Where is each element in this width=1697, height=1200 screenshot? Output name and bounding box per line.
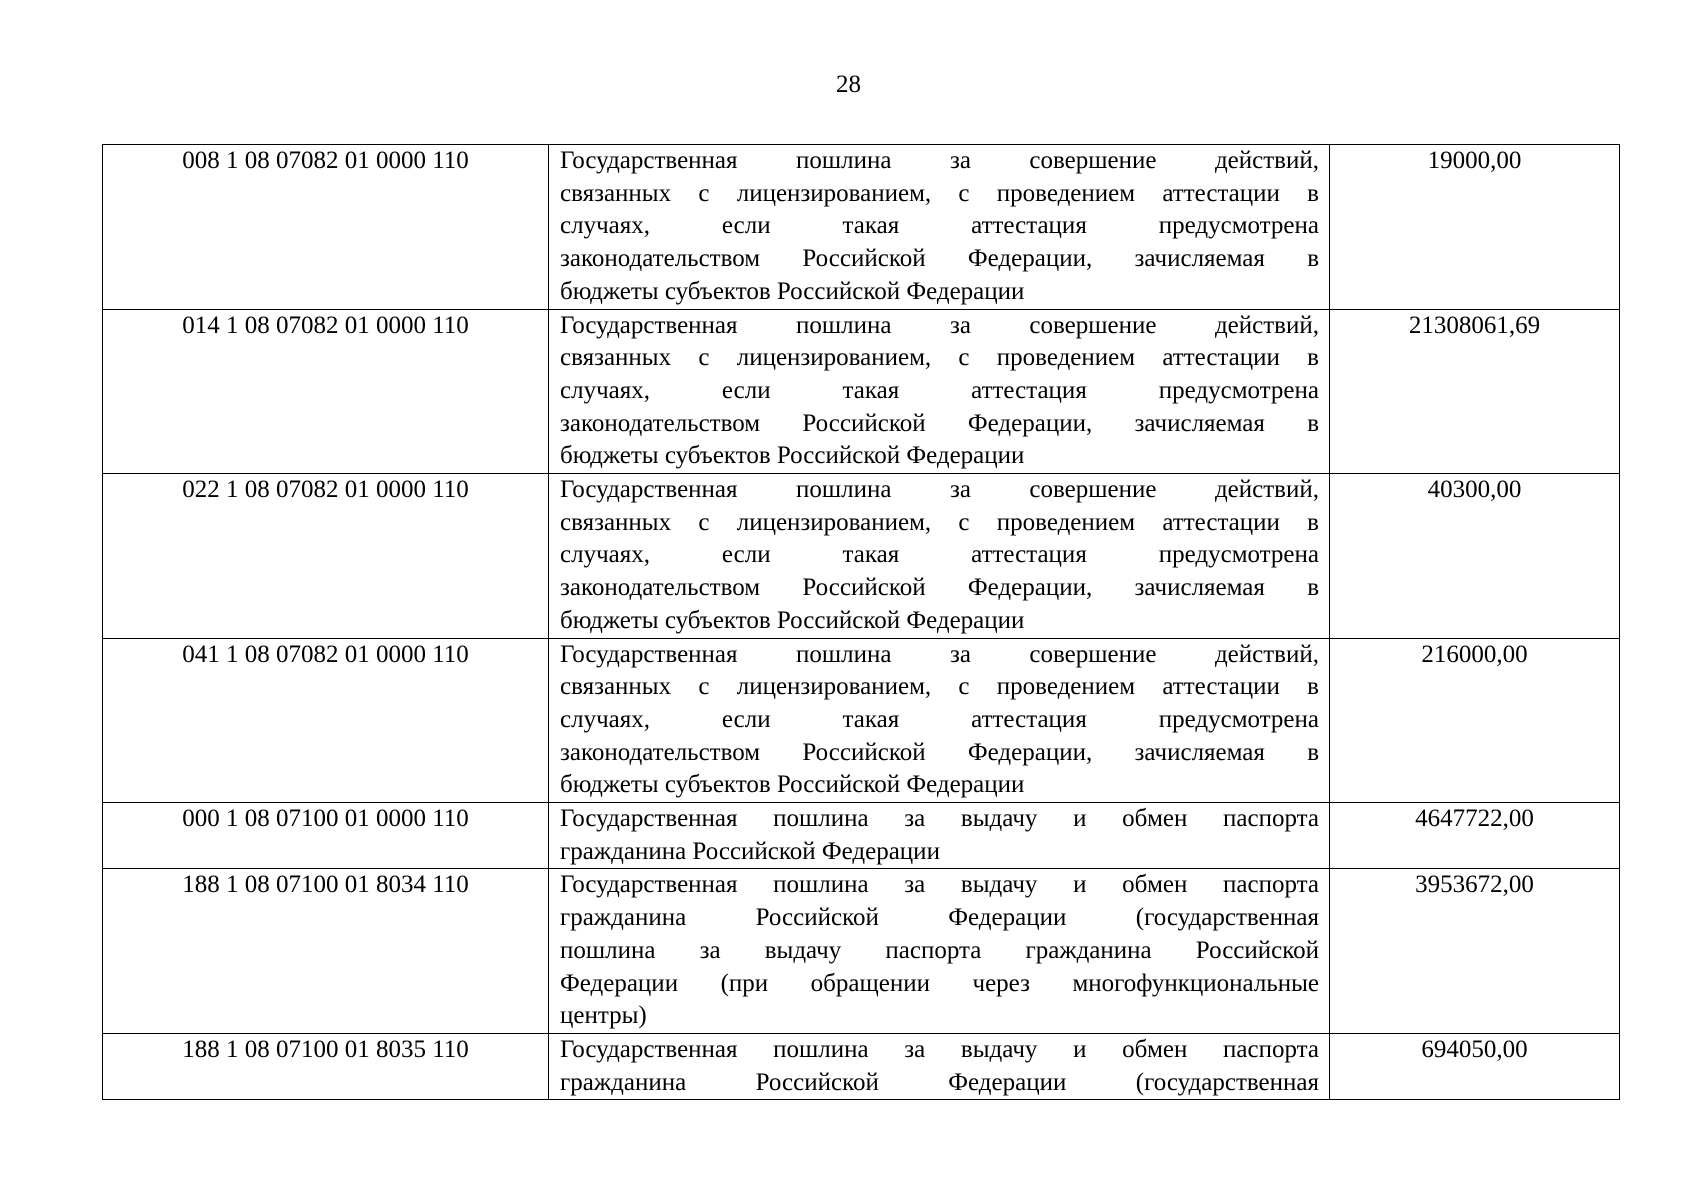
revenue-description (549, 1033, 1330, 1099)
table-row (103, 309, 1620, 474)
description-line: гражданина Российской Федерации (государственная (560, 904, 1319, 932)
revenue-description (549, 803, 1330, 869)
description-line: Государственная пошлина за совершение действий, (560, 640, 1319, 668)
amount-value: 40300,00 (1330, 474, 1620, 639)
amount-value: 19000,00 (1330, 145, 1620, 310)
description-line: Государственная пошлина за выдачу и обмен паспорта (560, 871, 1319, 899)
description-line: бюджеты субъектов Российской Федерации (560, 277, 1025, 305)
amount-value: 216000,00 (1330, 638, 1620, 803)
description-line: гражданина Российской Федерации (государственная (560, 1068, 1319, 1096)
description-line: бюджеты субъектов Российской Федерации (560, 442, 1025, 470)
revenue-description (549, 474, 1330, 639)
table-row (103, 474, 1620, 639)
classification-code: 014 1 08 07082 01 0000 110 (103, 309, 549, 474)
classification-code: 022 1 08 07082 01 0000 110 (103, 474, 549, 639)
description-line: законодательством Российской Федерации, зачисляемая в (560, 574, 1319, 602)
description-line: Государственная пошлина за совершение действий, (560, 476, 1319, 504)
classification-code: 188 1 08 07100 01 8035 110 (103, 1033, 549, 1099)
description-line: бюджеты субъектов Российской Федерации (560, 771, 1025, 799)
amount-value: 4647722,00 (1330, 803, 1620, 869)
table-row (103, 1033, 1620, 1099)
description-line: центры) (560, 1002, 647, 1030)
amount-value: 3953672,00 (1330, 869, 1620, 1034)
description-line: связанных с лицензированием, с проведением аттестации в (560, 673, 1319, 701)
classification-code: 008 1 08 07082 01 0000 110 (103, 145, 549, 310)
description-line: гражданина Российской Федерации (560, 837, 940, 865)
description-line: законодательством Российской Федерации, зачисляемая в (560, 738, 1319, 766)
description-line: случаях, если такая аттестация предусмотрена (560, 705, 1319, 733)
description-line: Государственная пошлина за выдачу и обмен паспорта (560, 805, 1319, 833)
description-line: связанных с лицензированием, с проведением аттестации в (560, 508, 1319, 536)
revenue-description (549, 869, 1330, 1034)
description-line: пошлина за выдачу паспорта гражданина Российской (560, 936, 1319, 964)
table-row (103, 638, 1620, 803)
description-line: случаях, если такая аттестация предусмотрена (560, 212, 1319, 240)
description-line: законодательством Российской Федерации, зачисляемая в (560, 245, 1319, 273)
revenue-description (549, 309, 1330, 474)
description-line: связанных с лицензированием, с проведением аттестации в (560, 344, 1319, 372)
budget-revenue-table (102, 144, 1620, 1100)
description-line: случаях, если такая аттестация предусмотрена (560, 541, 1319, 569)
classification-code: 041 1 08 07082 01 0000 110 (103, 638, 549, 803)
page-number: 28 (836, 71, 861, 98)
revenue-description (549, 145, 1330, 310)
description-line: Государственная пошлина за совершение действий, (560, 147, 1319, 174)
description-line: бюджеты субъектов Российской Федерации (560, 606, 1025, 634)
revenue-description (549, 638, 1330, 803)
classification-code: 000 1 08 07100 01 0000 110 (103, 803, 549, 869)
table-row (103, 145, 1620, 310)
table-row (103, 869, 1620, 1034)
description-line: Федерации (при обращении через многофункциональные (560, 969, 1319, 997)
description-line: случаях, если такая аттестация предусмотрена (560, 376, 1319, 404)
amount-value: 21308061,69 (1330, 309, 1620, 474)
description-line: законодательством Российской Федерации, зачисляемая в (560, 409, 1319, 437)
classification-code: 188 1 08 07100 01 8034 110 (103, 869, 549, 1034)
table-row (103, 803, 1620, 869)
amount-value: 694050,00 (1330, 1033, 1620, 1099)
table-body (103, 145, 1620, 1100)
description-line: связанных с лицензированием, с проведением аттестации в (560, 179, 1319, 207)
description-line: Государственная пошлина за совершение действий, (560, 311, 1319, 339)
description-line: Государственная пошлина за выдачу и обмен паспорта (560, 1035, 1319, 1063)
